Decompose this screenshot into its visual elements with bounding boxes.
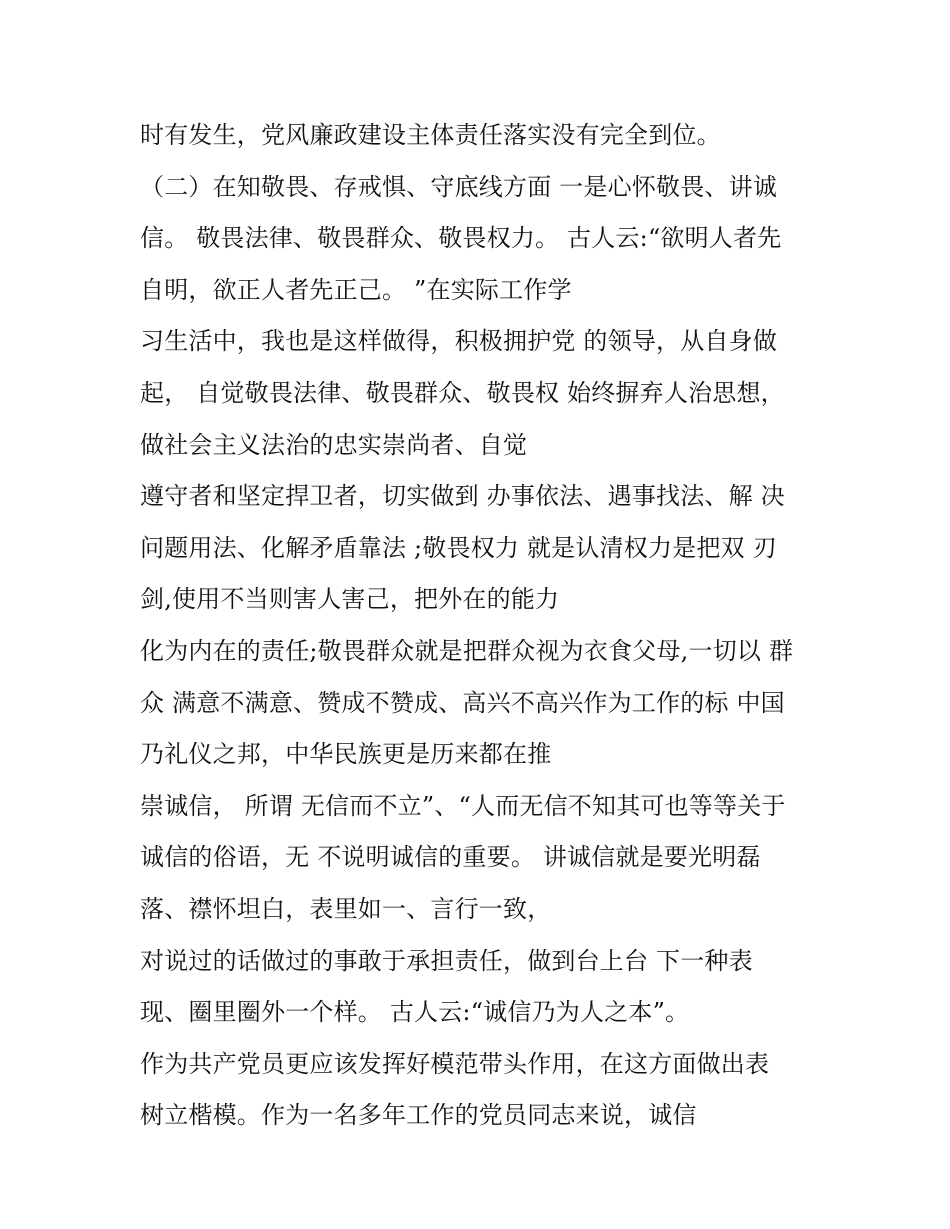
text-line: 崇诚信， 所谓 无信而不立”、“人而无信不知其可也等等关于 [140, 791, 786, 820]
text-line: 遵守者和坚定捍卫者，切实做到 办事依法、遇事找法、解 决 [140, 482, 785, 511]
text-line: 习生活中，我也是这样做得，积极拥护党 的领导，从自身做 [140, 327, 778, 356]
text-line: 树立楷模。作为一名多年工作的党员同志来说，诚信 [140, 1101, 697, 1130]
text-line: 自明，欲正人者先正己。 ”在实际工作学 [140, 275, 572, 304]
text-line: 剑,使用不当则害人害己，把外在的能力 [140, 585, 560, 614]
text-line: 乃礼仪之邦，中华民族更是历来都在推 [140, 740, 552, 769]
text-line: 信。 敬畏法律、敬畏群众、敬畏权力。 古人云:“欲明人者先 [140, 224, 782, 253]
body-text [140, 110, 820, 1142]
text-line: 众 满意不满意、赞成不赞成、高兴不高兴作为工作的标 中国 [140, 688, 785, 717]
text-line: 现、圈里圈外一个样。 古人云:“诚信乃为人之本”。 [140, 998, 690, 1027]
text-line: 诚信的俗语，无 不说明诚信的重要。 讲诚信就是要光明磊 [140, 843, 761, 872]
text-line: 对说过的话做过的事敢于承担责任，做到台上台 下一种表 [140, 946, 753, 975]
text-line: 化为内在的责任;敬畏群众就是把群众视为衣食父母,一切以 群 [140, 636, 794, 665]
text-line: 落、襟怀坦白，表里如一、言行一致， [140, 894, 552, 923]
text-line: 问题用法、化解矛盾靠法 ;敬畏权力 就是认清权力是把双 刃 [140, 533, 777, 562]
text-line: 起， 自觉敬畏法律、敬畏群众、敬畏权 始终摒弃人治思想， [140, 378, 785, 407]
text-line: 做社会主义法治的忠实崇尚者、自觉 [140, 430, 528, 459]
text-line: 时有发生，党风廉政建设主体责任落实没有完全到位。 [140, 121, 721, 149]
text-line: （二）在知敬畏、存戒惧、守底线方面 一是心怀敬畏、讲诚 [140, 172, 778, 201]
text-line: 作为共产党员更应该发挥好模范带头作用，在这方面做出表 [140, 1049, 770, 1078]
